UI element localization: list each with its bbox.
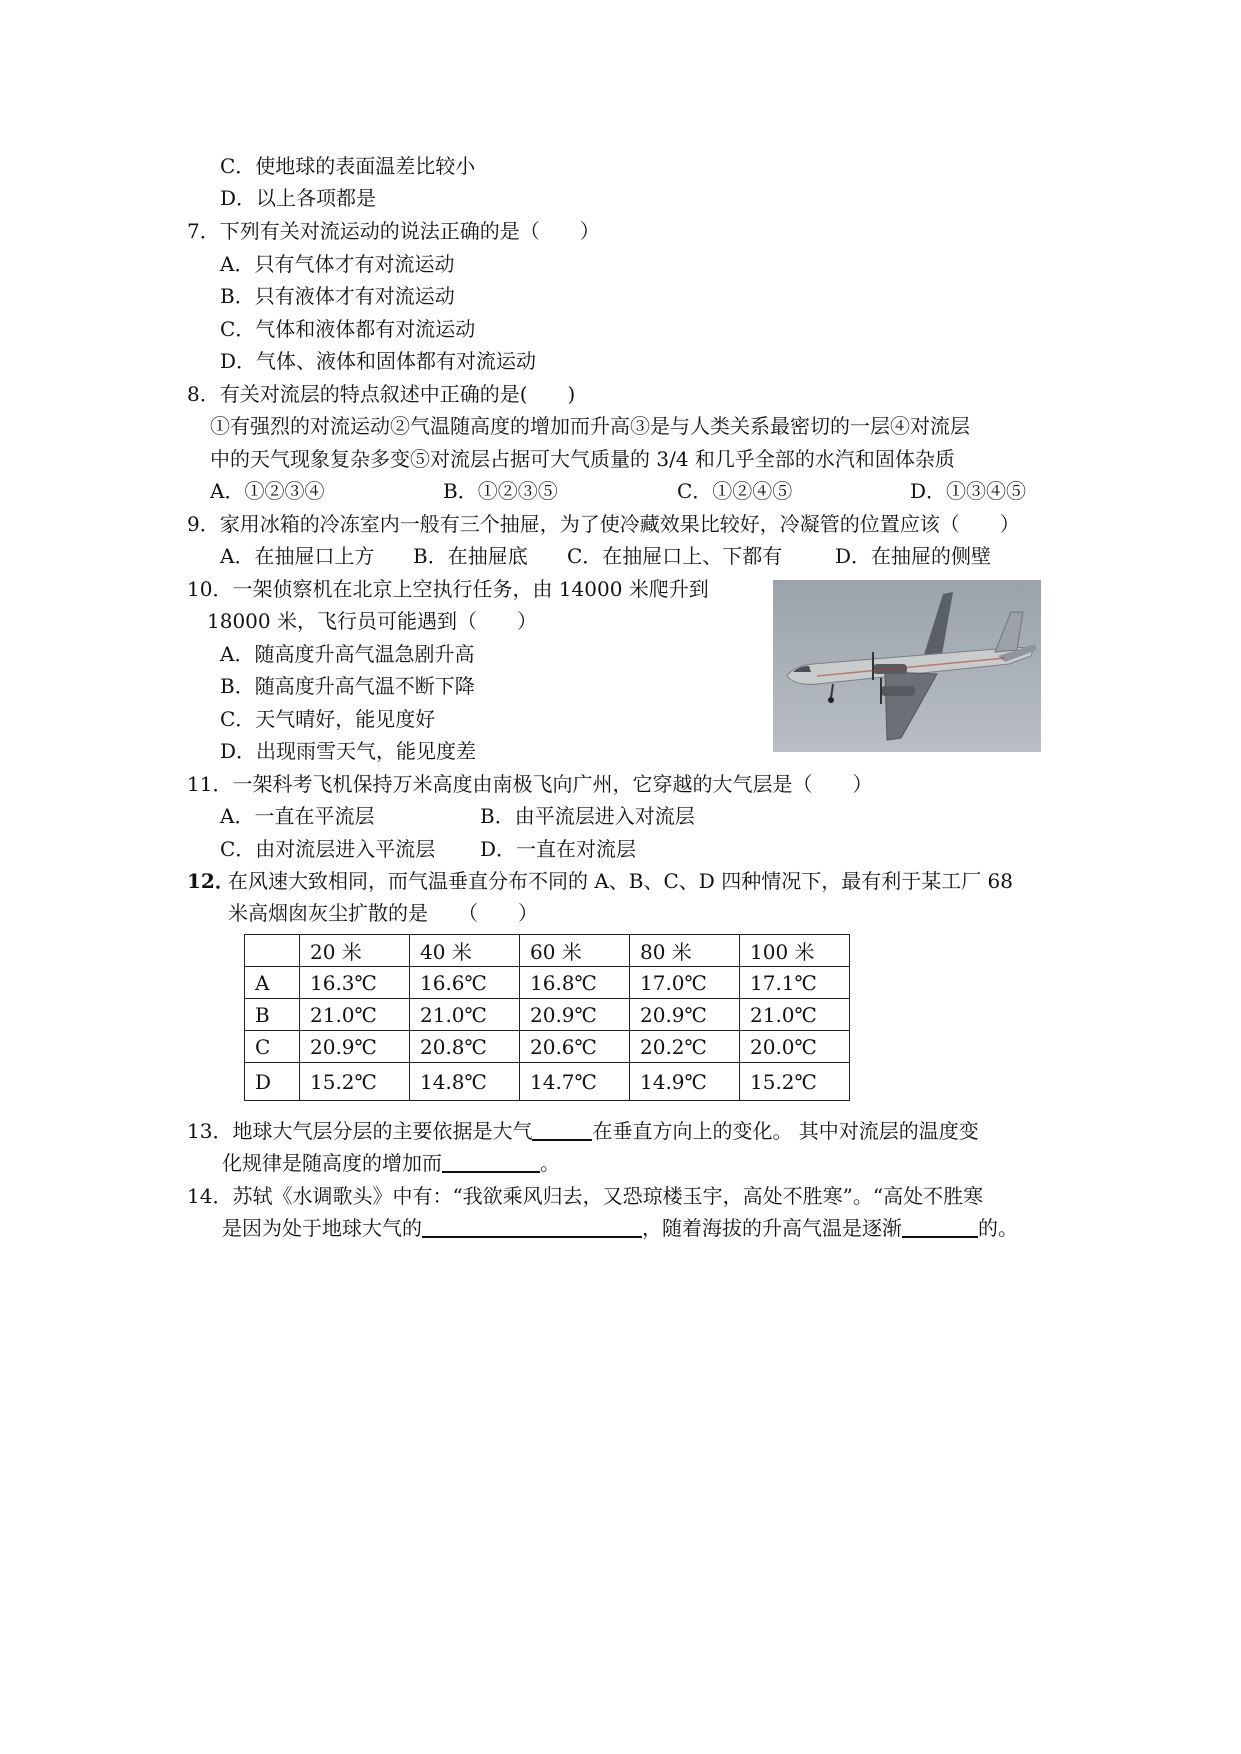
table-cell: 20.2℃ xyxy=(630,1031,740,1063)
table-cell: 14.8℃ xyxy=(410,1063,520,1101)
table-cell: 16.8℃ xyxy=(520,967,630,999)
q10-option-b: B．随高度升高气温不断下降 xyxy=(220,674,475,698)
table-cell: 15.2℃ xyxy=(300,1063,410,1101)
table-cell: 20.9℃ xyxy=(520,999,630,1031)
table-row xyxy=(245,967,850,999)
q14-text-part2: 是因为处于地球大气的 xyxy=(222,1216,422,1240)
table-header-cell xyxy=(245,935,300,967)
q11-option-a: A．一直在平流层 xyxy=(220,804,375,828)
q8-option-a: A．①②③④ xyxy=(210,479,325,503)
q14-text-part3: ，随着海拔的升高气温是逐渐 xyxy=(642,1216,902,1240)
q9-option-c: C．在抽屉口上、下都有 xyxy=(567,544,783,568)
q11-option-c: C．由对流层进入平流层 xyxy=(220,837,436,861)
table-cell: 21.0℃ xyxy=(740,999,850,1031)
table-header-cell: 100 米 xyxy=(740,935,850,967)
table-cell: 20.0℃ xyxy=(740,1031,850,1063)
q11-option-d: D．一直在对流层 xyxy=(480,837,637,861)
q9-option-b: B．在抽屉底 xyxy=(413,544,528,568)
table-cell: D xyxy=(245,1063,300,1101)
table-header-cell: 80 米 xyxy=(630,935,740,967)
table-cell: 14.7℃ xyxy=(520,1063,630,1101)
q13-blank-1[interactable] xyxy=(532,1119,592,1141)
table-cell: A xyxy=(245,967,300,999)
q10-option-d: D．出现雨雪天气，能见度差 xyxy=(220,739,477,763)
q7-option-d: D．气体、液体和固体都有对流运动 xyxy=(220,349,537,373)
q7-stem: 7．下列有关对流运动的说法正确的是（ ） xyxy=(187,219,600,243)
q13-line1 xyxy=(187,1119,979,1143)
q10-option-c: C．天气晴好，能见度好 xyxy=(220,707,436,731)
q12-number: 12． xyxy=(187,869,235,893)
q13-line2 xyxy=(222,1151,560,1175)
aircraft-photo xyxy=(773,580,1041,752)
table-cell: B xyxy=(245,999,300,1031)
q10-stem-line1: 10．一架侦察机在北京上空执行任务，由 14000 米爬升到 xyxy=(187,577,709,601)
q14-blank-1[interactable] xyxy=(422,1216,642,1238)
q9-option-d: D．在抽屉的侧壁 xyxy=(835,544,992,568)
table-cell: 16.3℃ xyxy=(300,967,410,999)
table-header-cell: 20 米 xyxy=(300,935,410,967)
table-cell: 20.6℃ xyxy=(520,1031,630,1063)
q8-option-d: D．①③④⑤ xyxy=(910,479,1027,503)
q11-option-b: B．由平流层进入对流层 xyxy=(480,804,695,828)
q13-text-part2: 在垂直方向上的变化。 其中对流层的温度变 xyxy=(592,1119,979,1143)
table-cell: 17.0℃ xyxy=(630,967,740,999)
q7-option-c: C．气体和液体都有对流运动 xyxy=(220,317,476,341)
table-cell: 17.1℃ xyxy=(740,967,850,999)
q6-option-c: C．使地球的表面温差比较小 xyxy=(220,154,476,178)
q8-statements-line1: ①有强烈的对流运动②气温随高度的增加而升高③是与人类关系最密切的一层④对流层 xyxy=(210,414,970,438)
q9-option-a: A．在抽屉口上方 xyxy=(220,544,375,568)
q14-text-part4: 的。 xyxy=(978,1216,1018,1240)
table-cell: 16.6℃ xyxy=(410,967,520,999)
q7-option-a: A．只有气体才有对流运动 xyxy=(220,252,455,276)
q13-blank-2[interactable] xyxy=(442,1151,540,1173)
q7-option-b: B．只有液体才有对流运动 xyxy=(220,284,455,308)
table-header-cell: 40 米 xyxy=(410,935,520,967)
q13-text-part1: 13．地球大气层分层的主要依据是大气 xyxy=(187,1119,533,1143)
q9-stem: 9．家用冰箱的冷冻室内一般有三个抽屉，为了使冷藏效果比较好，冷凝管的位置应该（ ） xyxy=(187,512,1020,536)
table-cell: 14.9℃ xyxy=(630,1063,740,1101)
q13-text-part3: 化规律是随高度的增加而 xyxy=(222,1151,442,1175)
table-cell: 15.2℃ xyxy=(740,1063,850,1101)
q8-statements-line2: 中的天气现象复杂多变⑤对流层占据可大气质量的 3/4 和几乎全部的水汽和固体杂质 xyxy=(210,447,955,471)
table-row xyxy=(245,999,850,1031)
q12-stem-line2: 米高烟囱灰尘扩散的是 （ ） xyxy=(228,901,538,925)
q14-blank-2[interactable] xyxy=(902,1216,978,1238)
table-cell: 21.0℃ xyxy=(300,999,410,1031)
q10-option-a: A．随高度升高气温急剧升高 xyxy=(220,642,475,666)
temperature-table xyxy=(244,934,850,1101)
q8-stem: 8．有关对流层的特点叙述中正确的是( ) xyxy=(187,382,576,406)
table-cell: 20.9℃ xyxy=(630,999,740,1031)
q8-option-c: C．①②④⑤ xyxy=(677,479,793,503)
q10-stem-line2: 18000 米，飞行员可能遇到（ ） xyxy=(207,609,537,633)
q6-option-d: D．以上各项都是 xyxy=(220,186,377,210)
q14-line1: 14．苏轼《水调歌头》中有：“我欲乘风归去，又恐琼楼玉宇，高处不胜寒”。“高处不胜寒 xyxy=(187,1184,984,1208)
table-header-row xyxy=(245,935,850,967)
q13-text-part4: 。 xyxy=(540,1151,560,1175)
table-cell: 20.9℃ xyxy=(300,1031,410,1063)
table-cell: C xyxy=(245,1031,300,1063)
q8-option-b: B．①②③⑤ xyxy=(443,479,558,503)
table-cell: 21.0℃ xyxy=(410,999,520,1031)
q11-stem: 11．一架科考飞机保持万米高度由南极飞向广州，它穿越的大气层是（ ） xyxy=(187,772,873,796)
q14-line2 xyxy=(222,1216,1018,1240)
table-row xyxy=(245,1063,850,1101)
table-cell: 20.8℃ xyxy=(410,1031,520,1063)
q12-stem-line1: 在风速大致相同，而气温垂直分布不同的 A、B、C、D 四种情况下，最有利于某工厂 68 xyxy=(228,869,1013,893)
table-header-cell: 60 米 xyxy=(520,935,630,967)
table-row xyxy=(245,1031,850,1063)
